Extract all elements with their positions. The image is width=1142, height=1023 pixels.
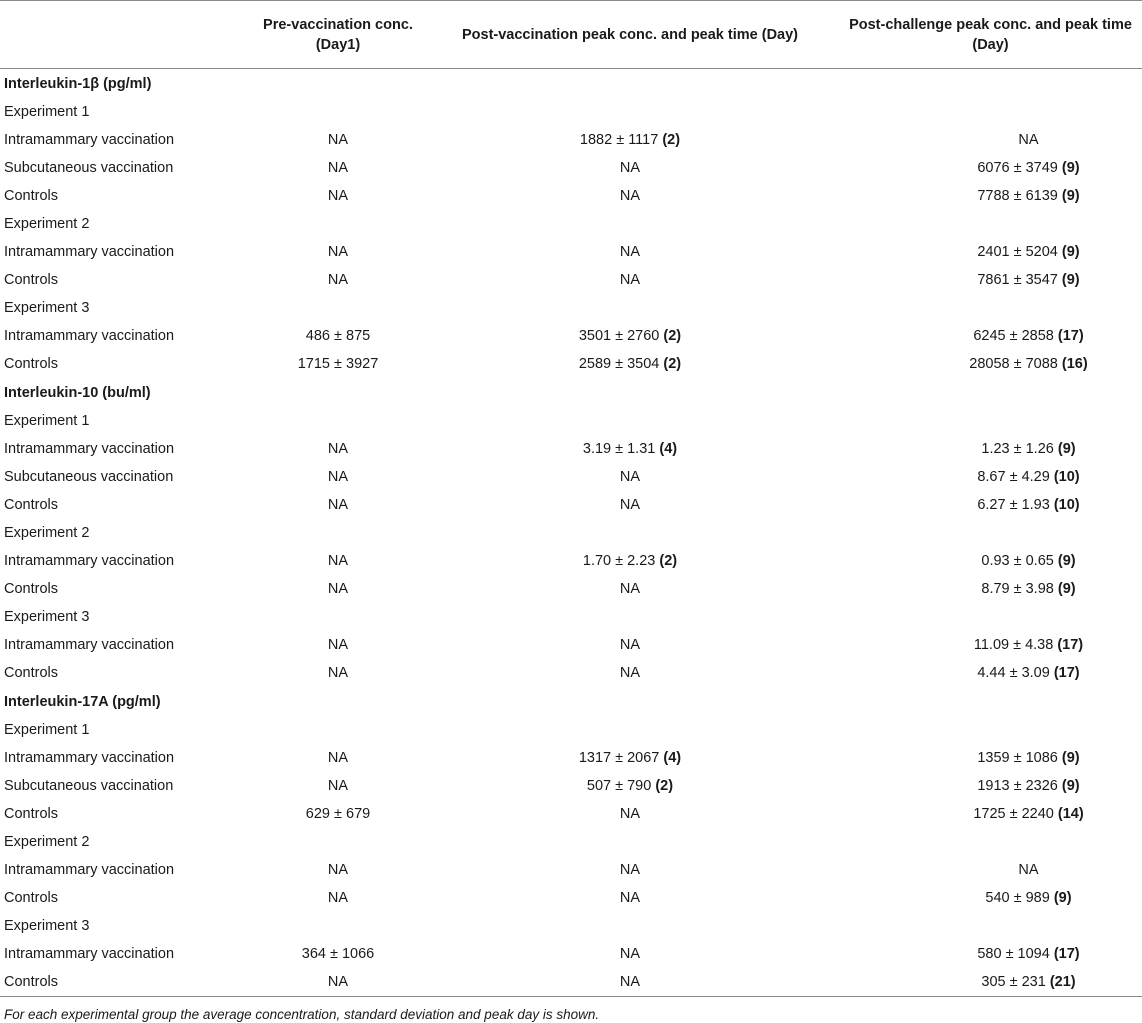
post-challenge-peak-day: (9) [1061,778,1080,794]
post-vaccination-cell [421,856,839,884]
table-footnote: For each experimental group the average concentration, standard deviation and peak day is shown. [4,1007,600,1022]
cytokine-group-title: Interleukin-1β (pg/ml) [4,75,152,92]
post-challenge-peak-day: (9) [1057,553,1076,569]
post-vaccination-cell [421,575,839,603]
post-challenge-peak-day: (9) [1061,750,1080,766]
post-vaccination-cell [421,800,839,828]
post-challenge-value: 0.93 ± 0.65 [981,553,1054,569]
post-challenge-value: 6076 ± 3749 [977,160,1058,176]
table-row [0,322,1142,350]
post-challenge-peak-day: (9) [1057,441,1076,457]
pre-vaccination-value: NA [327,890,349,906]
header-post-vaccination: Post-vaccination peak conc. and peak time (Day) [421,1,839,69]
post-challenge-cell [839,266,1142,294]
group-label: Intramammary vaccination [4,553,175,569]
post-challenge-cell [839,350,1142,378]
experiment-header [0,210,1142,238]
table-row [0,238,1142,266]
table-row [0,463,1142,491]
table-row [0,350,1142,378]
header-blank [0,1,255,69]
pre-vaccination-value: NA [327,581,349,597]
pre-vaccination-value: NA [327,665,349,681]
experiment-label: Experiment 2 [4,216,90,232]
table-row [0,631,1142,659]
post-vaccination-cell [421,463,839,491]
post-challenge-value: 28058 ± 7088 [969,356,1058,372]
post-challenge-value: 4.44 ± 3.09 [977,665,1050,681]
post-vaccination-value: 2589 ± 3504 [578,356,660,372]
post-vaccination-value: NA [619,974,641,990]
pre-vaccination-value: NA [327,750,349,766]
experiment-label: Experiment 1 [4,413,90,429]
post-vaccination-peak-day: (2) [655,778,674,794]
post-vaccination-cell [421,266,839,294]
pre-vaccination-value: NA [327,188,349,204]
post-challenge-cell [839,547,1142,575]
pre-vaccination-value: NA [327,244,349,260]
post-vaccination-peak-day: (2) [663,356,682,372]
post-vaccination-cell [421,154,839,182]
table-row [0,659,1142,687]
pre-vaccination-value: 486 ± 875 [305,328,371,344]
post-vaccination-cell [421,547,839,575]
cytokine-group-title: Interleukin-17A (pg/ml) [4,693,161,710]
post-challenge-cell [839,575,1142,603]
group-label: Controls [4,665,58,681]
post-challenge-value: 2401 ± 5204 [977,244,1058,260]
table-row [0,266,1142,294]
post-challenge-value: 6245 ± 2858 [973,328,1054,344]
post-vaccination-cell [421,940,839,968]
pre-vaccination-value: NA [327,553,349,569]
table-row [0,800,1142,828]
group-label: Intramammary vaccination [4,862,175,878]
group-label: Intramammary vaccination [4,946,175,962]
group-label: Intramammary vaccination [4,637,175,653]
post-vaccination-value: NA [619,806,641,822]
post-vaccination-value: NA [619,581,641,597]
post-challenge-value: NA [1018,862,1039,878]
post-challenge-peak-day: (10) [1053,469,1080,485]
header-pre-vaccination: Pre-vaccination conc. (Day1) [255,1,421,69]
experiment-label: Experiment 1 [4,722,90,738]
post-challenge-value: 580 ± 1094 [977,946,1050,962]
post-challenge-cell [839,884,1142,912]
table-row [0,491,1142,519]
pre-vaccination-value: NA [327,441,349,457]
experiment-header [0,912,1142,940]
pre-vaccination-value: NA [327,469,349,485]
post-vaccination-value: NA [619,272,641,288]
post-vaccination-value: 507 ± 790 [586,778,652,794]
post-challenge-cell [839,322,1142,350]
table-row [0,126,1142,154]
pre-vaccination-value: NA [327,778,349,794]
pre-vaccination-value: NA [327,637,349,653]
table-row [0,182,1142,210]
post-challenge-value: 1.23 ± 1.26 [981,441,1054,457]
post-challenge-peak-day: (14) [1057,806,1084,822]
group-label: Controls [0,968,255,997]
table-header-row [0,1,1142,69]
experiment-label: Experiment 3 [4,918,90,934]
post-challenge-peak-day: (17) [1057,328,1084,344]
experiment-header [0,603,1142,631]
post-challenge-cell [839,126,1142,154]
table-row [0,968,1142,997]
cytokine-group-header [0,378,1142,407]
post-challenge-peak-day: (17) [1057,637,1084,653]
experiment-label: Experiment 2 [4,834,90,850]
post-vaccination-cell [421,491,839,519]
group-label: Intramammary vaccination [4,244,175,260]
pre-vaccination-value: NA [327,160,349,176]
group-label: Controls [4,890,58,906]
post-vaccination-value: NA [619,160,641,176]
experiment-header [0,519,1142,547]
post-challenge-cell [839,182,1142,210]
group-label: Controls [4,188,58,204]
pre-vaccination-value: 629 ± 679 [305,806,371,822]
post-vaccination-peak-day: (4) [659,441,678,457]
group-label: Subcutaneous vaccination [4,160,174,176]
pre-vaccination-value: NA [255,968,421,997]
post-challenge-cell [839,154,1142,182]
post-challenge-cell [839,744,1142,772]
table-body [0,69,1142,997]
post-vaccination-cell [421,182,839,210]
post-challenge-value: 7788 ± 6139 [977,188,1058,204]
post-vaccination-peak-day: (4) [663,750,682,766]
post-vaccination-cell [421,772,839,800]
post-vaccination-cell [421,126,839,154]
pre-vaccination-value: NA [327,862,349,878]
post-vaccination-cell [421,884,839,912]
experiment-header [0,98,1142,126]
experiment-header [0,294,1142,322]
post-challenge-peak-day: (9) [1053,890,1072,906]
post-challenge-peak-day: (16) [1061,356,1088,372]
experiment-header [0,828,1142,856]
post-challenge-value: 1359 ± 1086 [977,750,1058,766]
cytokine-group-header [0,69,1142,99]
post-vaccination-value: NA [619,637,641,653]
cytokine-group-header [0,687,1142,716]
group-label: Controls [4,272,58,288]
post-vaccination-peak-day: (2) [659,553,678,569]
table-row [0,547,1142,575]
experiment-header [0,716,1142,744]
experiment-label: Experiment 3 [4,300,90,316]
post-vaccination-value: 1317 ± 2067 [578,750,660,766]
post-challenge-peak-day: (10) [1053,497,1080,513]
post-challenge-cell [839,463,1142,491]
group-label: Controls [4,356,58,372]
group-label: Subcutaneous vaccination [4,469,174,485]
post-vaccination-cell [421,968,839,997]
post-challenge-value: 305 ± 231 [981,974,1046,990]
post-challenge-peak-day: (21) [1049,974,1076,990]
post-challenge-cell [839,491,1142,519]
table-row [0,575,1142,603]
post-vaccination-value: NA [619,890,641,906]
post-vaccination-value: NA [619,665,641,681]
post-vaccination-value: 1882 ± 1117 [579,132,659,148]
header-post-challenge: Post-challenge peak conc. and peak time (Day) [839,1,1142,69]
pre-vaccination-value: NA [327,132,349,148]
post-challenge-value: 1913 ± 2326 [977,778,1058,794]
post-challenge-peak-day: (9) [1061,272,1080,288]
post-challenge-peak-day: (17) [1053,665,1080,681]
post-challenge-value: 1725 ± 2240 [973,806,1054,822]
post-challenge-peak-day: (9) [1061,244,1080,260]
post-challenge-value: 8.79 ± 3.98 [981,581,1054,597]
pre-vaccination-value: 364 ± 1066 [301,946,375,962]
post-challenge-cell [839,435,1142,463]
pre-vaccination-value: NA [327,497,349,513]
experiment-label: Experiment 3 [4,609,90,625]
post-challenge-cell [839,631,1142,659]
post-vaccination-cell [421,238,839,266]
post-vaccination-value: NA [619,469,641,485]
pre-vaccination-value: NA [327,272,349,288]
post-vaccination-value: 3.19 ± 1.31 [582,441,656,457]
post-challenge-value: 7861 ± 3547 [977,272,1058,288]
table-row [0,884,1142,912]
group-label: Intramammary vaccination [4,750,175,766]
group-label: Controls [4,581,58,597]
post-vaccination-value: NA [619,497,641,513]
post-vaccination-peak-day: (2) [662,132,681,148]
post-challenge-value: NA [1018,132,1039,148]
group-label: Intramammary vaccination [4,132,175,148]
experiment-label: Experiment 1 [4,104,90,120]
group-label: Intramammary vaccination [4,441,175,457]
post-vaccination-cell [421,435,839,463]
post-challenge-value: 6.27 ± 1.93 [977,497,1050,513]
post-vaccination-cell [421,744,839,772]
post-challenge-value: 8.67 ± 4.29 [977,469,1050,485]
table-row [0,772,1142,800]
post-challenge-cell [839,800,1142,828]
post-challenge-cell [839,940,1142,968]
post-challenge-peak-day: (17) [1053,946,1080,962]
table-row [0,856,1142,884]
post-challenge-peak-day: (9) [1061,160,1080,176]
post-challenge-cell [839,772,1142,800]
table-row [0,435,1142,463]
post-vaccination-cell [421,322,839,350]
cytokine-group-title: Interleukin-10 (bu/ml) [4,384,151,401]
post-challenge-peak-day: (9) [1057,581,1076,597]
table-row [0,744,1142,772]
post-challenge-peak-day: (9) [1061,188,1080,204]
post-vaccination-value: NA [619,244,641,260]
post-vaccination-peak-day: (2) [663,328,682,344]
post-vaccination-value: NA [619,188,641,204]
post-challenge-value: 540 ± 989 [985,890,1050,906]
post-vaccination-value: NA [619,862,641,878]
post-vaccination-value: NA [619,946,641,962]
table-row [0,940,1142,968]
post-challenge-cell [839,238,1142,266]
group-label: Controls [4,497,58,513]
post-challenge-cell [839,659,1142,687]
post-vaccination-cell [421,350,839,378]
experiment-label: Experiment 2 [4,525,90,541]
post-vaccination-value: 3501 ± 2760 [578,328,660,344]
post-challenge-cell [839,968,1142,997]
post-challenge-value: 11.09 ± 4.38 [973,637,1054,653]
experiment-header [0,407,1142,435]
group-label: Subcutaneous vaccination [4,778,174,794]
table-row [0,154,1142,182]
post-vaccination-cell [421,659,839,687]
post-challenge-cell [839,856,1142,884]
post-vaccination-value: 1.70 ± 2.23 [582,553,656,569]
post-vaccination-cell [421,631,839,659]
group-label: Controls [4,806,58,822]
group-label: Intramammary vaccination [4,328,175,344]
pre-vaccination-value: 1715 ± 3927 [297,356,379,372]
